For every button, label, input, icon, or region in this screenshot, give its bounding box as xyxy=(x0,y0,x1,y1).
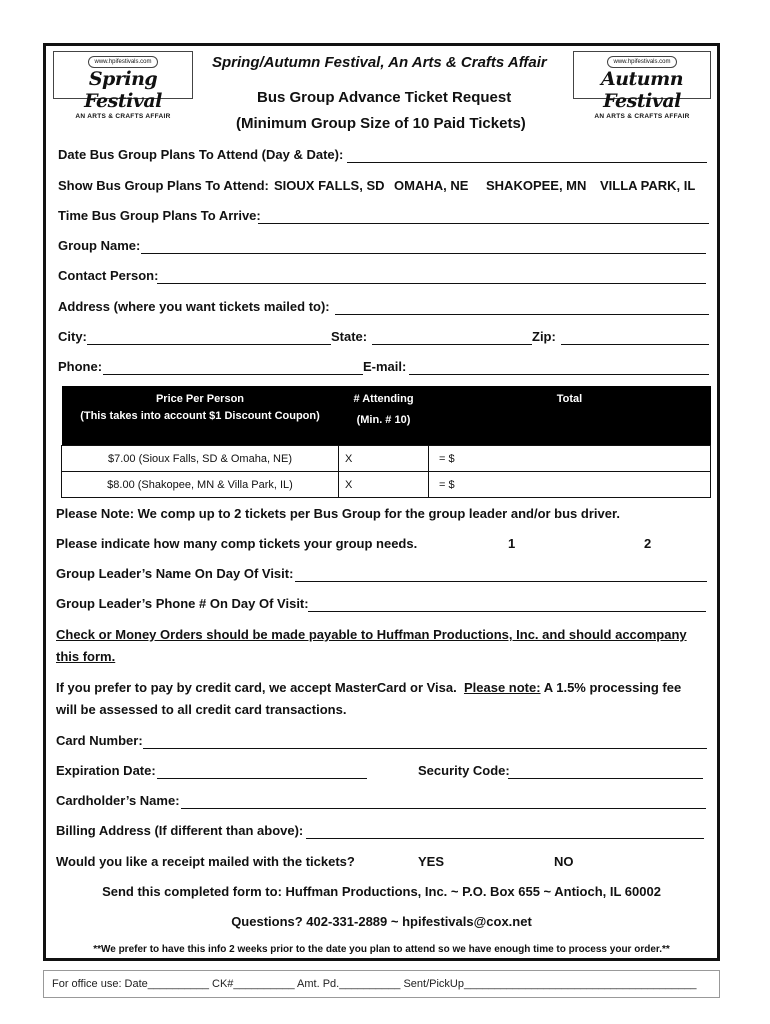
timing-preference-note: **We prefer to have this info 2 weeks prior to the date you plan to attend so we have enough time to process your order.** xyxy=(93,944,670,955)
receipt-question: Would you like a receipt mailed with the tickets? xyxy=(56,854,355,869)
expiration-input-line[interactable] xyxy=(157,778,367,779)
form-minimum-note: (Minimum Group Size of 10 Paid Tickets) xyxy=(236,115,526,132)
table-header-row xyxy=(62,386,711,446)
total-cell[interactable]: = $ xyxy=(429,446,711,472)
state-input-line[interactable] xyxy=(372,344,532,345)
form-subtitle: Bus Group Advance Ticket Request xyxy=(257,89,512,106)
address-label: Address (where you want tickets mailed to): xyxy=(58,299,330,314)
expiration-label: Expiration Date: xyxy=(56,763,156,778)
logo-url: www.hpifestivals.com xyxy=(88,56,158,68)
time-input-line[interactable] xyxy=(258,223,709,224)
state-label: State: xyxy=(331,329,368,344)
logo-tagline: AN ARTS & CRAFTS AFFAIR xyxy=(75,113,171,120)
cardholder-label: Cardholder’s Name: xyxy=(56,793,180,808)
payable-note-line1: Check or Money Orders should be made payable to Huffman Productions, Inc. and should accompany xyxy=(56,627,687,642)
zip-input-line[interactable] xyxy=(561,344,709,345)
receipt-yes-option[interactable]: YES xyxy=(418,854,445,869)
time-label: Time Bus Group Plans To Arrive: xyxy=(58,208,261,223)
phone-label: Phone: xyxy=(58,359,103,374)
credit-note-line1 xyxy=(56,680,681,695)
logo-name: Spring Festival xyxy=(84,68,162,112)
group-name-input-line[interactable] xyxy=(141,253,706,254)
leader-phone-label: Group Leader’s Phone # On Day Of Visit: xyxy=(56,596,309,611)
leader-name-input-line[interactable] xyxy=(295,581,707,582)
comp-option-2[interactable]: 2 xyxy=(644,536,652,551)
price-cell: $7.00 (Sioux Falls, SD & Omaha, NE) xyxy=(62,446,339,472)
show-option-shakopee[interactable]: SHAKOPEE, MN xyxy=(486,178,587,193)
city-label: City: xyxy=(58,329,87,344)
show-option-sioux-falls[interactable]: SIOUX FALLS, SD xyxy=(274,178,385,193)
billing-address-input-line[interactable] xyxy=(306,838,704,839)
payable-note-line2: this form. xyxy=(56,649,116,664)
email-label: E-mail: xyxy=(363,359,407,374)
form-title: Spring/Autumn Festival, An Arts & Crafts Affair xyxy=(212,54,547,71)
total-header xyxy=(429,386,711,446)
credit-note-text: If you prefer to pay by credit card, we accept MasterCard or Visa. xyxy=(56,680,457,695)
comp-option-1[interactable]: 1 xyxy=(508,536,516,551)
date-label: Date Bus Group Plans To Attend (Day & Date): xyxy=(58,147,344,162)
show-label: Show Bus Group Plans To Attend: xyxy=(58,178,269,193)
logo-url: www.hpifestivals.com xyxy=(607,56,677,68)
price-header xyxy=(62,386,339,446)
send-to-address: Send this completed form to: Huffman Productions, Inc. ~ P.O. Box 655 ~ Antioch, IL 60002 xyxy=(102,884,661,899)
logo-tagline: AN ARTS & CRAFTS AFFAIR xyxy=(594,113,690,120)
show-option-villa-park[interactable]: VILLA PARK, IL xyxy=(600,178,696,193)
autumn-festival-logo xyxy=(573,51,711,120)
total-header-label: Total xyxy=(556,393,583,405)
card-number-input-line[interactable] xyxy=(143,748,707,749)
spring-festival-logo xyxy=(53,51,193,120)
leader-phone-input-line[interactable] xyxy=(308,611,706,612)
cardholder-input-line[interactable] xyxy=(181,808,706,809)
contact-input-line[interactable] xyxy=(157,283,706,284)
security-code-input-line[interactable] xyxy=(508,778,703,779)
logo-name: Autumn Festival xyxy=(600,68,684,112)
price-table xyxy=(61,386,711,498)
billing-address-label: Billing Address (If different than above): xyxy=(56,823,304,838)
attending-header-sub: (Min. # 10) xyxy=(356,414,411,426)
leader-name-label: Group Leader’s Name On Day Of Visit: xyxy=(56,566,294,581)
questions-contact: Questions? 402-331-2889 ~ hpifestivals@cox.net xyxy=(231,914,532,929)
office-use-text: For office use: Date__________ CK#__________ Amt. Pd.__________ Sent/PickUp______________________________________ xyxy=(52,978,697,990)
date-input-line[interactable] xyxy=(347,162,707,163)
price-cell: $8.00 (Shakopee, MN & Villa Park, IL) xyxy=(62,472,339,498)
card-number-label: Card Number: xyxy=(56,733,143,748)
credit-note-fee: A 1.5% processing fee xyxy=(543,680,682,695)
contact-label: Contact Person: xyxy=(58,268,159,283)
table-row xyxy=(62,472,711,498)
security-code-label: Security Code: xyxy=(418,763,510,778)
zip-label: Zip: xyxy=(532,329,556,344)
show-option-omaha[interactable]: OMAHA, NE xyxy=(394,178,469,193)
price-header-sub: (This takes into account $1 Discount Coupon) xyxy=(80,410,320,422)
attending-cell[interactable]: X xyxy=(339,446,429,472)
office-use-bar xyxy=(43,970,720,998)
email-input-line[interactable] xyxy=(409,374,709,375)
address-input-line[interactable] xyxy=(335,314,709,315)
table-row xyxy=(62,446,711,472)
receipt-no-option[interactable]: NO xyxy=(554,854,574,869)
attending-header-label: # Attending xyxy=(353,393,414,405)
price-header-label: Price Per Person xyxy=(155,393,245,405)
credit-note-line2: will be assessed to all credit card transactions. xyxy=(56,702,347,717)
group-name-label: Group Name: xyxy=(58,238,141,253)
comp-note: Please Note: We comp up to 2 tickets per Bus Group for the group leader and/or bus driver. xyxy=(56,506,620,521)
city-input-line[interactable] xyxy=(87,344,331,345)
attending-header xyxy=(339,386,429,446)
phone-input-line[interactable] xyxy=(103,374,363,375)
credit-note-emphasis: Please note: xyxy=(463,680,541,695)
comp-question: Please indicate how many comp tickets your group needs. xyxy=(56,536,418,551)
attending-cell[interactable]: X xyxy=(339,472,429,498)
total-cell[interactable]: = $ xyxy=(429,472,711,498)
